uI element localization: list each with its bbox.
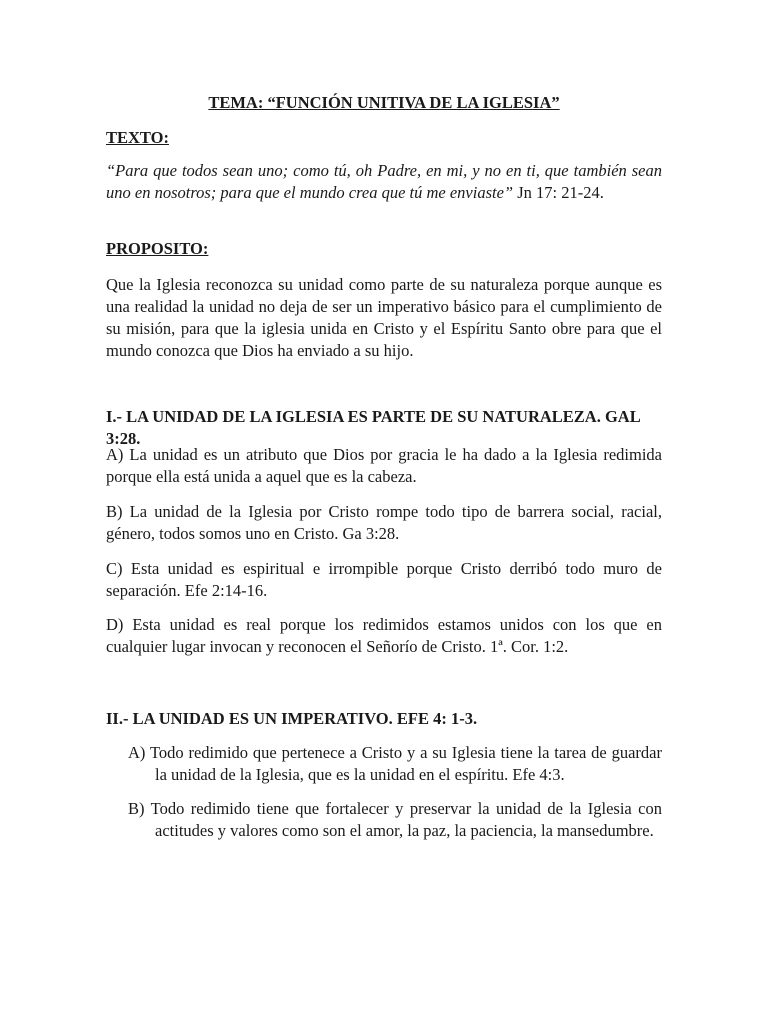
- section-2-heading: II.- LA UNIDAD ES UN IMPERATIVO. EFE 4: 1-3.: [106, 709, 478, 728]
- section-1-item-c: C) Esta unidad es espiritual e irrompible porque Cristo derribó todo muro de separación. Efe 2:14-16.: [106, 559, 662, 600]
- section-1-item-d: D) Esta unidad es real porque los redimidos estamos unidos con los que en cualquier lugar invocan y reconocen el Señorío de Cristo. 1ª. Cor. 1:2.: [106, 615, 662, 656]
- section-1-heading: I.- LA UNIDAD DE LA IGLESIA ES PARTE DE SU NATURALEZA. GAL 3:28.: [106, 407, 640, 448]
- bible-quote: “Para que todos sean uno; como tú, oh Padre, en mi, y no en ti, que también sean uno en nosotros; para que el mundo crea que tú me enviaste”: [106, 161, 662, 202]
- proposito-heading: PROPOSITO:: [106, 239, 209, 258]
- document-title: TEMA: “FUNCIÓN UNITIVA DE LA IGLESIA”: [208, 93, 560, 112]
- section-2-item-a: A) Todo redimido que pertenece a Cristo y a su Iglesia tiene la tarea de guardar la unidad de la Iglesia, que es la unidad en el espíritu. Efe 4:3.: [128, 743, 662, 784]
- texto-heading: TEXTO:: [106, 128, 169, 147]
- texto-quote-paragraph: [106, 160, 662, 204]
- section-1-item-a: A) La unidad es un atributo que Dios por gracia le ha dado a la Iglesia redimida porque ella está unida a aquel que es la cabeza.: [106, 445, 662, 486]
- section-2-item-b: B) Todo redimido tiene que fortalecer y preservar la unidad de la Iglesia con actitudes y valores como son el amor, la paz, la paciencia, la mansedumbre.: [128, 799, 662, 840]
- section-1-item-b: B) La unidad de la Iglesia por Cristo rompe todo tipo de barrera social, racial, género, todos somos uno en Cristo. Ga 3:28.: [106, 502, 662, 543]
- bible-reference: Jn 17: 21-24.: [513, 183, 604, 202]
- proposito-body: Que la Iglesia reconozca su unidad como parte de su naturaleza porque aunque es una realidad la unidad no deja de ser un imperativo básico para el cumplimiento de su misión, para que la iglesia unida en Cristo y el Espíritu Santo obre para que el mundo conozca que Dios ha enviado a su hijo.: [106, 275, 662, 360]
